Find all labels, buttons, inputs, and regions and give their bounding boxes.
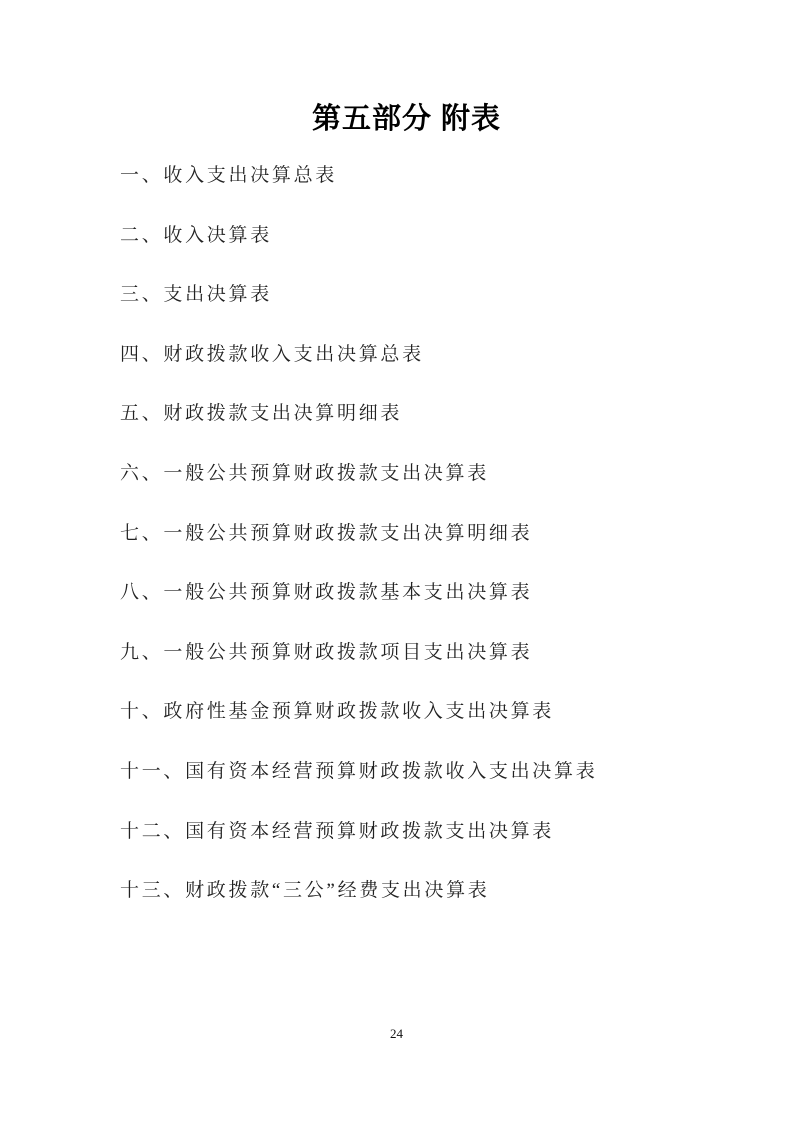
list-item-8: 八、一般公共预算财政拨款基本支出决算表	[120, 582, 533, 604]
list-item-4: 四、财政拨款收入支出决算总表	[120, 343, 424, 365]
page-number: 24	[390, 1026, 403, 1041]
list-item-12: 十二、国有资本经营预算财政拨款支出决算表	[120, 820, 555, 842]
list-item-10: 十、政府性基金预算财政拨款收入支出决算表	[120, 701, 555, 723]
list-item-6: 六、一般公共预算财政拨款支出决算表	[120, 462, 489, 484]
list-item-13: 十三、财政拨款“三公”经费支出决算表	[120, 880, 490, 902]
list-item-11: 十一、国有资本经营预算财政拨款收入支出决算表	[120, 760, 598, 782]
list-item-9: 九、一般公共预算财政拨款项目支出决算表	[120, 641, 533, 663]
list-item-1: 一、收入支出决算总表	[120, 165, 338, 186]
list-item-7: 七、一般公共预算财政拨款支出决算明细表	[120, 522, 533, 544]
page-title: 第五部分 附表	[311, 103, 502, 135]
list-item-3: 三、支出决算表	[120, 284, 272, 306]
list-item-5: 五、财政拨款支出决算明细表	[120, 403, 403, 425]
list-item-2: 二、收入决算表	[120, 224, 272, 246]
appendix-table-list	[120, 146, 753, 921]
